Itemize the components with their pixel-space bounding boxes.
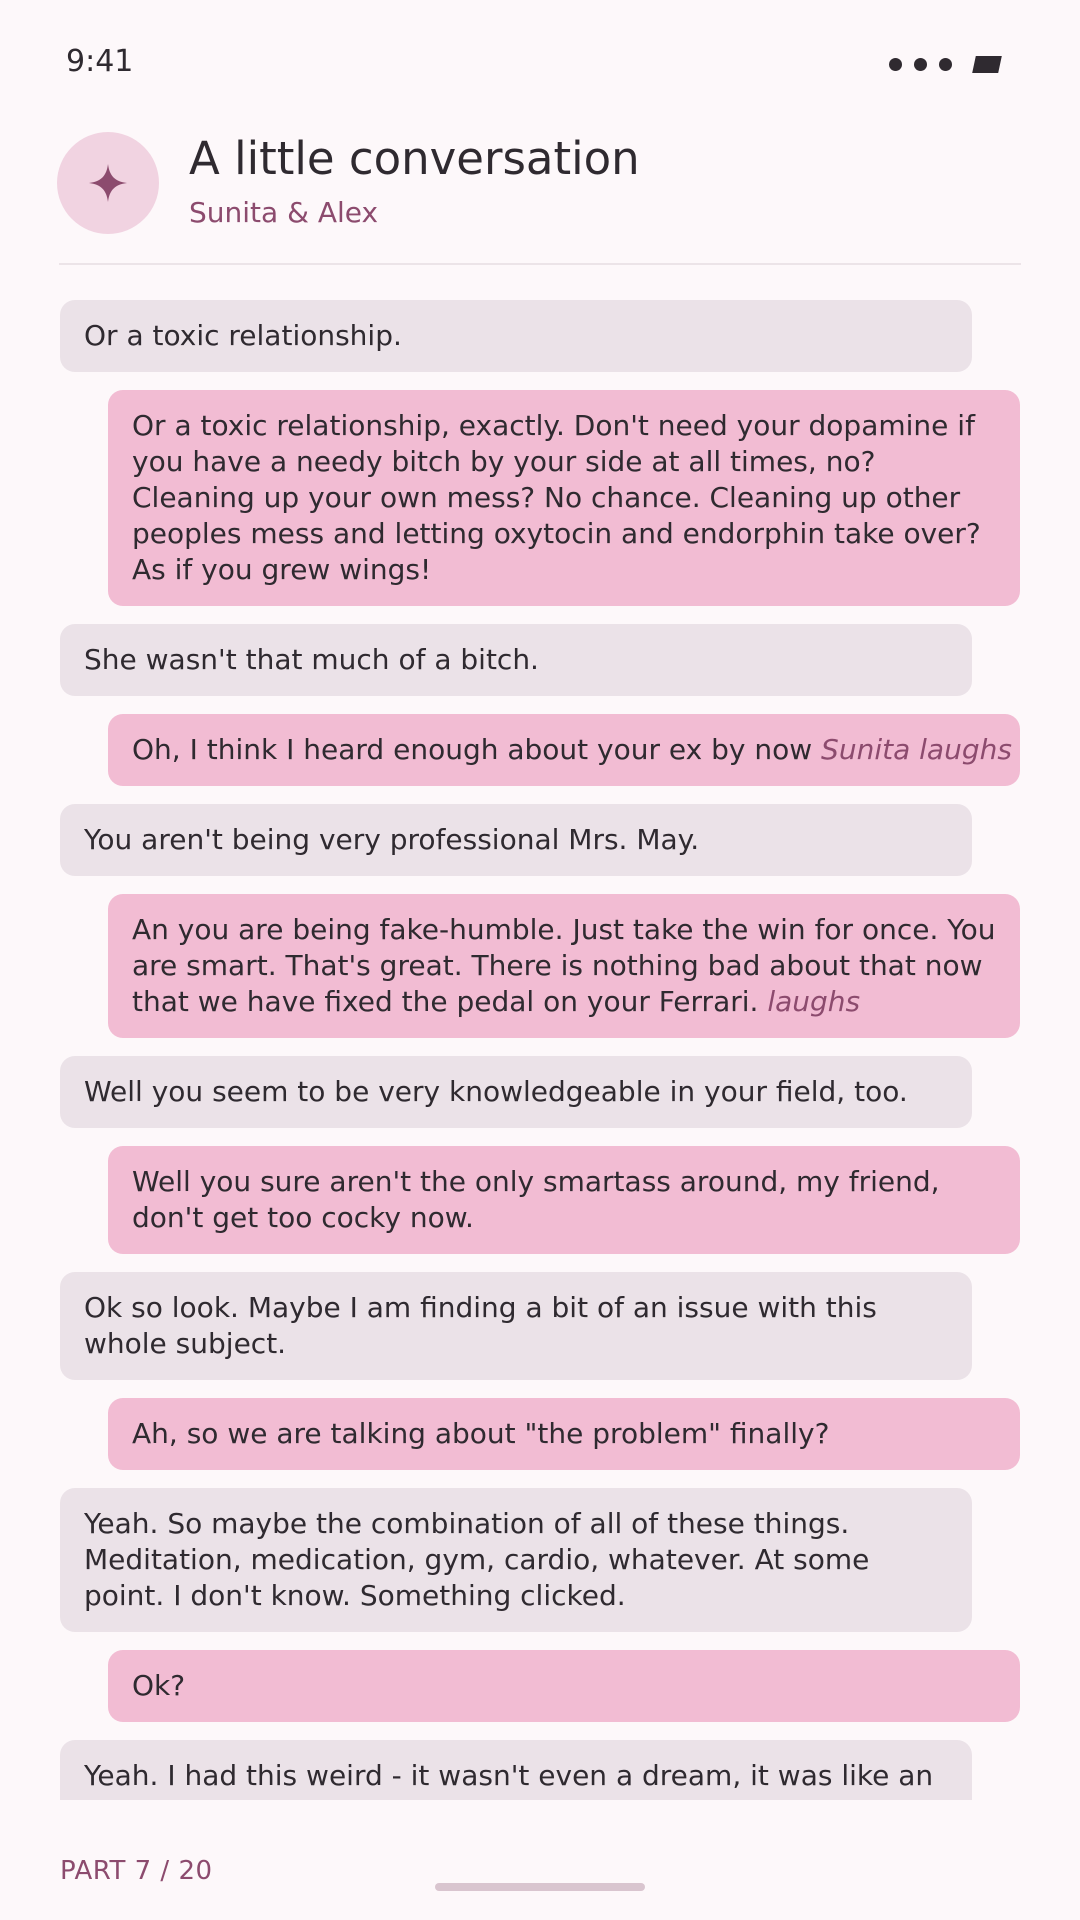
message-bubble-alex — [60, 804, 972, 876]
message-text: An you are being fake-humble. Just take the win for once. You are smart. That's great. There is nothing bad about that now that we have fixed the pedal on your Ferrari. — [132, 913, 996, 1018]
message-text: Or a toxic relationship. — [84, 319, 402, 352]
status-time: 9:41 — [66, 44, 134, 79]
header-divider — [59, 263, 1021, 265]
conversation-header — [0, 128, 1080, 264]
status-icons — [889, 52, 1000, 76]
message-text: Ok? — [132, 1669, 186, 1702]
message-bubble-sunita — [108, 390, 1020, 606]
status-bar — [0, 0, 1080, 128]
message-bubble-alex — [60, 300, 972, 372]
signal-dot-icon — [939, 58, 952, 71]
stage-direction: Sunita laughs — [821, 733, 1012, 766]
message-list[interactable] — [0, 300, 1080, 1800]
battery-icon — [972, 56, 1002, 73]
page-title: A little conversation — [189, 132, 640, 185]
message-text: Yeah. I had this weird - it wasn't even a dream, it was like an — [84, 1759, 934, 1792]
message-bubble-sunita — [108, 714, 1020, 786]
message-text: Yeah. So maybe the combination of all of these things. Meditation, medication, gym, cardio, whatever. At some point. I don't know. Something clicked. — [84, 1507, 870, 1612]
message-bubble-sunita — [108, 1146, 1020, 1254]
stage-direction: laughs — [767, 985, 861, 1018]
page-subtitle: Sunita & Alex — [189, 196, 379, 229]
message-text: Well you seem to be very knowledgeable in your field, too. — [84, 1075, 908, 1108]
message-bubble-sunita — [108, 1650, 1020, 1722]
message-text: Oh, I think I heard enough about your ex by now — [132, 733, 813, 766]
signal-dot-icon — [914, 58, 927, 71]
message-text: Or a toxic relationship, exactly. Don't need your dopamine if you have a needy bitch by your side at all times, no? Cleaning up your own mess? No chance. Cleaning up other peoples mess and letting oxytocin and endorphin take over? As if you grew wings! — [132, 409, 981, 586]
home-indicator[interactable] — [435, 1883, 645, 1891]
message-text: She wasn't that much of a bitch. — [84, 643, 539, 676]
message-bubble-sunita — [108, 894, 1020, 1038]
message-bubble-alex — [60, 1488, 972, 1632]
message-text: You aren't being very professional Mrs. May. — [84, 823, 700, 856]
sparkle-icon — [88, 163, 128, 203]
message-bubble-alex — [60, 1056, 972, 1128]
avatar — [57, 132, 159, 234]
part-indicator: PART 7 / 20 — [60, 1856, 213, 1886]
signal-dot-icon — [889, 58, 902, 71]
message-text: Ah, so we are talking about "the problem" finally? — [132, 1417, 830, 1450]
message-bubble-alex — [60, 1272, 972, 1380]
message-bubble-alex — [60, 1740, 972, 1800]
message-bubble-sunita — [108, 1398, 1020, 1470]
message-text: Well you sure aren't the only smartass around, my friend, don't get too cocky now. — [132, 1165, 940, 1234]
message-text: Ok so look. Maybe I am finding a bit of an issue with this whole subject. — [84, 1291, 877, 1360]
message-bubble-alex — [60, 624, 972, 696]
